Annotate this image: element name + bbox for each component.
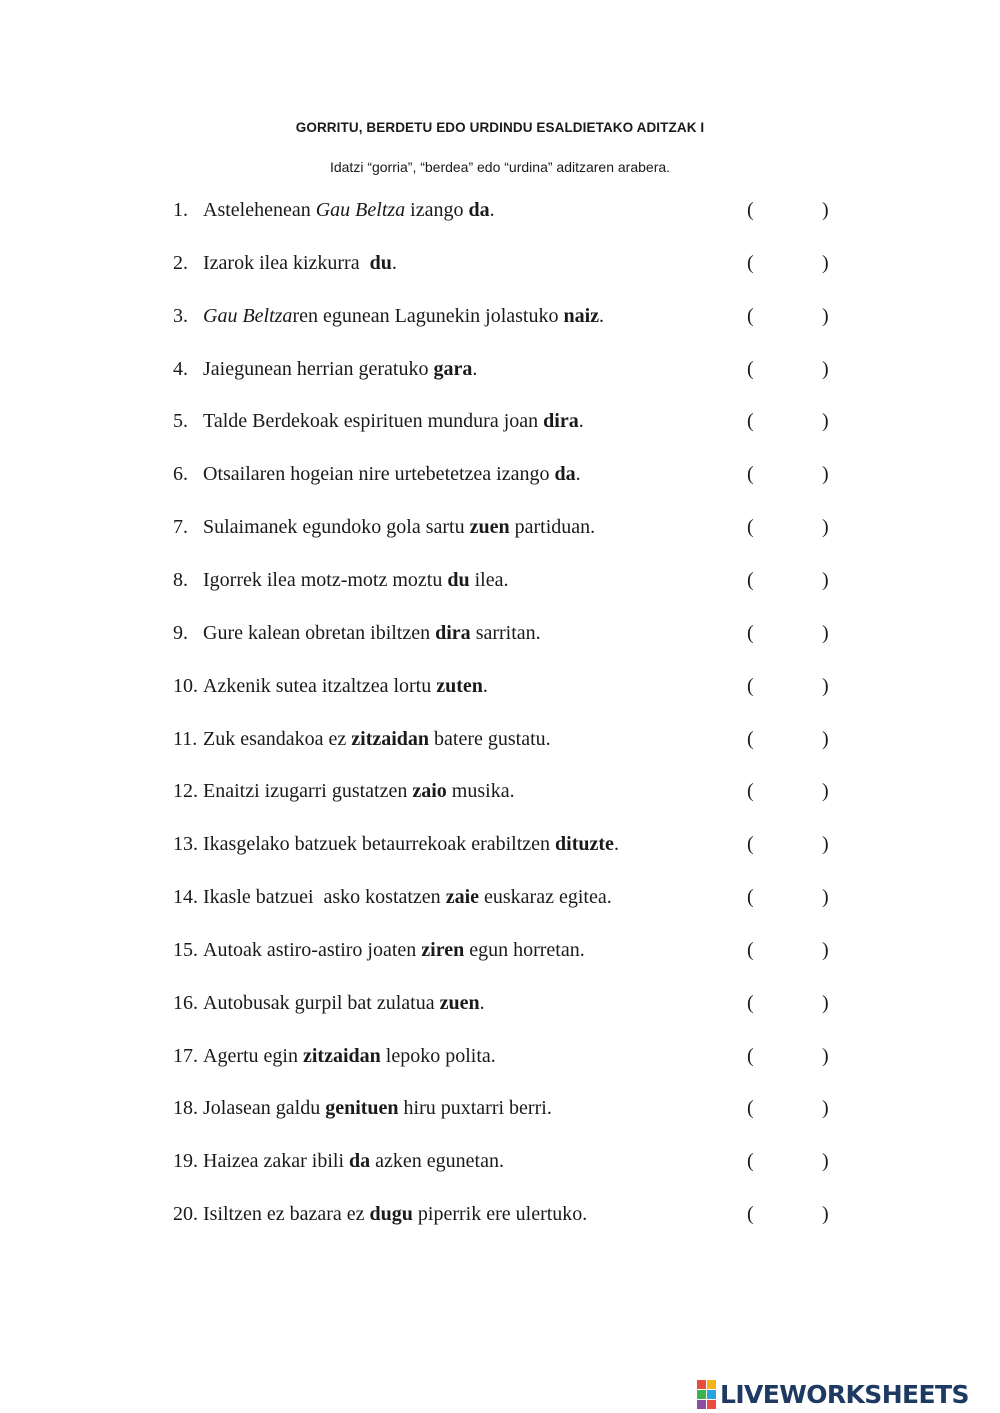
answer-paren-open: (: [747, 992, 754, 1014]
answer-input[interactable]: [761, 461, 827, 489]
item-sentence: [203, 1199, 587, 1229]
sentence-text: azken egunetan.: [370, 1150, 504, 1172]
exercise-item: [173, 935, 873, 965]
sentence-text: Isiltzen ez bazara ez: [203, 1203, 370, 1225]
sentence-text: Jolasean galdu: [203, 1097, 326, 1119]
answer-input[interactable]: [761, 356, 827, 384]
sentence-text: ren egunean Lagunekin jolastuko: [292, 305, 564, 327]
verb-highlight: du: [447, 569, 470, 591]
exercise-item: [173, 618, 873, 648]
worksheet-title: GORRITU, BERDETU EDO URDINDU ESALDIETAKO ADITZAK I: [295, 120, 705, 135]
sentence-text: Otsailaren hogeian nire urtebetetzea izango: [203, 463, 555, 485]
answer-input[interactable]: [761, 831, 827, 859]
exercise-item: [173, 1146, 873, 1176]
item-sentence: [203, 354, 477, 384]
exercise-item: [173, 195, 873, 225]
verb-highlight: zitzaidan: [351, 728, 430, 750]
item-number: 4.: [173, 358, 188, 380]
logo-tile: [697, 1390, 706, 1399]
answer-paren-close: ): [822, 833, 829, 855]
item-number: 10.: [173, 675, 198, 697]
sentence-text: Gure kalean obretan ibiltzen: [203, 622, 436, 644]
item-sentence: [203, 829, 619, 859]
sentence-text: ilea.: [469, 569, 509, 591]
sentence-text: Agertu egin: [203, 1045, 303, 1067]
answer-paren-open: (: [747, 1045, 754, 1067]
item-sentence: [203, 248, 397, 278]
exercise-item: [173, 882, 873, 912]
answer-paren-close: ): [822, 1150, 829, 1172]
item-sentence: [203, 1093, 552, 1123]
answer-input[interactable]: [761, 1095, 827, 1123]
answer-paren-close: ): [822, 199, 829, 221]
verb-highlight: zuten: [436, 675, 483, 697]
italic-name: Gau Beltza: [203, 305, 293, 327]
sentence-text: Sulaimanek egundoko gola sartu: [203, 516, 470, 538]
answer-input[interactable]: [761, 250, 827, 278]
sentence-text: .: [479, 992, 485, 1014]
item-number: 20.: [173, 1203, 198, 1225]
answer-input[interactable]: [761, 197, 827, 225]
item-number: 19.: [173, 1150, 198, 1172]
answer-paren-open: (: [747, 199, 754, 221]
answer-input[interactable]: [761, 514, 827, 542]
sentence-text: Ikasle batzuei asko kostatzen: [203, 886, 446, 908]
exercise-item: [173, 1093, 873, 1123]
answer-paren-open: (: [747, 622, 754, 644]
sentence-text: lepoko polita.: [380, 1045, 496, 1067]
answer-paren-open: (: [747, 833, 754, 855]
sentence-text: Igorrek ilea motz-motz moztu: [203, 569, 448, 591]
answer-paren-open: (: [747, 728, 754, 750]
exercise-item: [173, 406, 873, 436]
answer-paren-close: ): [822, 569, 829, 591]
exercise-item: [173, 301, 873, 331]
exercise-item: [173, 1041, 873, 1071]
sentence-text: .: [391, 252, 397, 274]
sentence-text: Jaiegunean herrian geratuko: [203, 358, 434, 380]
answer-paren-close: ): [822, 252, 829, 274]
sentence-text: euskaraz egitea.: [479, 886, 612, 908]
sentence-text: Azkenik sutea itzaltzea lortu: [203, 675, 437, 697]
answer-input[interactable]: [761, 1043, 827, 1071]
sentence-text: Zuk esandakoa ez: [203, 728, 352, 750]
answer-paren-open: (: [747, 569, 754, 591]
exercise-item: [173, 671, 873, 701]
item-number: 11.: [173, 728, 198, 750]
exercise-item: [173, 248, 873, 278]
worksheet-instruction: Idatzi “gorria”, “berdea” edo “urdina” aditzaren arabera.: [329, 159, 671, 175]
exercise-item: [173, 776, 873, 806]
item-sentence: [203, 512, 595, 542]
sentence-text: Enaitzi izugarri gustatzen: [203, 780, 413, 802]
answer-paren-open: (: [747, 463, 754, 485]
sentence-text: .: [599, 305, 605, 327]
sentence-text: .: [482, 675, 488, 697]
exercise-item: [173, 1199, 873, 1229]
answer-paren-close: ): [822, 305, 829, 327]
verb-highlight: naiz: [563, 305, 600, 327]
answer-input[interactable]: [761, 567, 827, 595]
item-sentence: [203, 882, 612, 912]
item-number: 16.: [173, 992, 198, 1014]
item-sentence: [203, 195, 495, 225]
verb-highlight: zuen: [469, 516, 510, 538]
liveworksheets-grid-icon: [697, 1380, 716, 1409]
answer-paren-open: (: [747, 305, 754, 327]
answer-paren-close: ): [822, 675, 829, 697]
sentence-text: sarritan.: [470, 622, 541, 644]
verb-highlight: da: [554, 463, 576, 485]
sentence-text: hiru puxtarri berri.: [398, 1097, 552, 1119]
item-sentence: [203, 301, 604, 331]
item-number: 15.: [173, 939, 198, 961]
answer-paren-close: ): [822, 886, 829, 908]
item-number: 17.: [173, 1045, 198, 1067]
item-number: 3.: [173, 305, 188, 327]
verb-highlight: dira: [435, 622, 471, 644]
exercise-item: [173, 829, 873, 859]
item-sentence: [203, 565, 508, 595]
liveworksheets-logo: [697, 1379, 997, 1409]
answer-paren-open: (: [747, 410, 754, 432]
item-sentence: [203, 459, 581, 489]
logo-tile: [707, 1400, 716, 1409]
item-sentence: [203, 935, 585, 965]
answer-input[interactable]: [761, 1148, 827, 1176]
verb-highlight: da: [468, 199, 490, 221]
verb-highlight: du: [369, 252, 392, 274]
answer-paren-open: (: [747, 1097, 754, 1119]
verb-highlight: gara: [433, 358, 473, 380]
verb-highlight: zaie: [445, 886, 479, 908]
answer-input[interactable]: [761, 408, 827, 436]
item-sentence: [203, 1146, 504, 1176]
item-number: 1.: [173, 199, 188, 221]
sentence-text: partiduan.: [509, 516, 596, 538]
exercise-item: [173, 512, 873, 542]
item-number: 14.: [173, 886, 198, 908]
answer-paren-close: ): [822, 1045, 829, 1067]
verb-highlight: dugu: [369, 1203, 413, 1225]
answer-paren-open: (: [747, 675, 754, 697]
logo-tile: [707, 1380, 716, 1389]
sentence-text: izango: [405, 199, 469, 221]
sentence-text: .: [575, 463, 581, 485]
answer-paren-open: (: [747, 1150, 754, 1172]
answer-paren-open: (: [747, 886, 754, 908]
item-number: 5.: [173, 410, 188, 432]
answer-paren-close: ): [822, 728, 829, 750]
answer-paren-close: ): [822, 992, 829, 1014]
answer-paren-open: (: [747, 516, 754, 538]
item-number: 2.: [173, 252, 188, 274]
item-number: 8.: [173, 569, 188, 591]
logo-tile: [707, 1390, 716, 1399]
item-number: 6.: [173, 463, 188, 485]
item-sentence: [203, 776, 515, 806]
sentence-text: Autoak astiro-astiro joaten: [203, 939, 422, 961]
answer-input[interactable]: [761, 937, 827, 965]
item-number: 18.: [173, 1097, 198, 1119]
sentence-text: musika.: [446, 780, 515, 802]
item-number: 12.: [173, 780, 198, 802]
answer-paren-close: ): [822, 622, 829, 644]
answer-paren-open: (: [747, 939, 754, 961]
verb-highlight: zuen: [439, 992, 480, 1014]
sentence-text: Talde Berdekoak espirituen mundura joan: [203, 410, 544, 432]
exercise-item: [173, 724, 873, 754]
sentence-text: .: [578, 410, 584, 432]
item-sentence: [203, 724, 551, 754]
exercise-item: [173, 988, 873, 1018]
answer-paren-close: ): [822, 1097, 829, 1119]
answer-paren-close: ): [822, 1203, 829, 1225]
answer-paren-open: (: [747, 358, 754, 380]
sentence-text: egun horretan.: [464, 939, 585, 961]
logo-text: LIVEWORKSHEETS: [720, 1379, 969, 1409]
answer-paren-close: ): [822, 463, 829, 485]
answer-input[interactable]: [761, 726, 827, 754]
answer-paren-close: ): [822, 939, 829, 961]
sentence-text: batere gustatu.: [429, 728, 551, 750]
logo-tile: [697, 1380, 706, 1389]
verb-highlight: zaio: [412, 780, 447, 802]
item-sentence: [203, 1041, 496, 1071]
exercise-item: [173, 565, 873, 595]
answer-paren-close: ): [822, 516, 829, 538]
answer-input[interactable]: [761, 303, 827, 331]
exercise-item: [173, 354, 873, 384]
italic-name: Gau Beltza: [315, 199, 406, 221]
answer-input[interactable]: [761, 1201, 827, 1229]
sentence-text: Izarok ilea kizkurra: [203, 252, 370, 274]
item-sentence: [203, 618, 541, 648]
sentence-text: .: [613, 833, 619, 855]
answer-paren-open: (: [747, 252, 754, 274]
answer-input[interactable]: [761, 620, 827, 648]
sentence-text: Astelehenean: [203, 199, 316, 221]
item-sentence: [203, 671, 488, 701]
item-sentence: [203, 406, 584, 436]
answer-paren-open: (: [747, 1203, 754, 1225]
logo-tile: [697, 1400, 706, 1409]
verb-highlight: da: [349, 1150, 371, 1172]
answer-paren-close: ): [822, 410, 829, 432]
sentence-text: Haizea zakar ibili: [203, 1150, 350, 1172]
item-number: 9.: [173, 622, 188, 644]
verb-highlight: genituen: [325, 1097, 399, 1119]
answer-paren-close: ): [822, 780, 829, 802]
verb-highlight: zitzaidan: [302, 1045, 381, 1067]
sentence-text: Ikasgelako batzuek betaurrekoak erabiltzen: [203, 833, 556, 855]
verb-highlight: ziren: [421, 939, 465, 961]
answer-input[interactable]: [761, 884, 827, 912]
verb-highlight: dituzte: [555, 833, 614, 855]
exercise-item: [173, 459, 873, 489]
item-sentence: [203, 988, 485, 1018]
sentence-text: piperrik ere ulertuko.: [412, 1203, 588, 1225]
answer-input[interactable]: [761, 990, 827, 1018]
answer-input[interactable]: [761, 673, 827, 701]
item-number: 7.: [173, 516, 188, 538]
sentence-text: Autobusak gurpil bat zulatua: [203, 992, 440, 1014]
item-number: 13.: [173, 833, 198, 855]
sentence-text: .: [489, 199, 495, 221]
answer-paren-open: (: [747, 780, 754, 802]
verb-highlight: dira: [543, 410, 579, 432]
sentence-text: .: [472, 358, 478, 380]
answer-input[interactable]: [761, 778, 827, 806]
answer-paren-close: ): [822, 358, 829, 380]
